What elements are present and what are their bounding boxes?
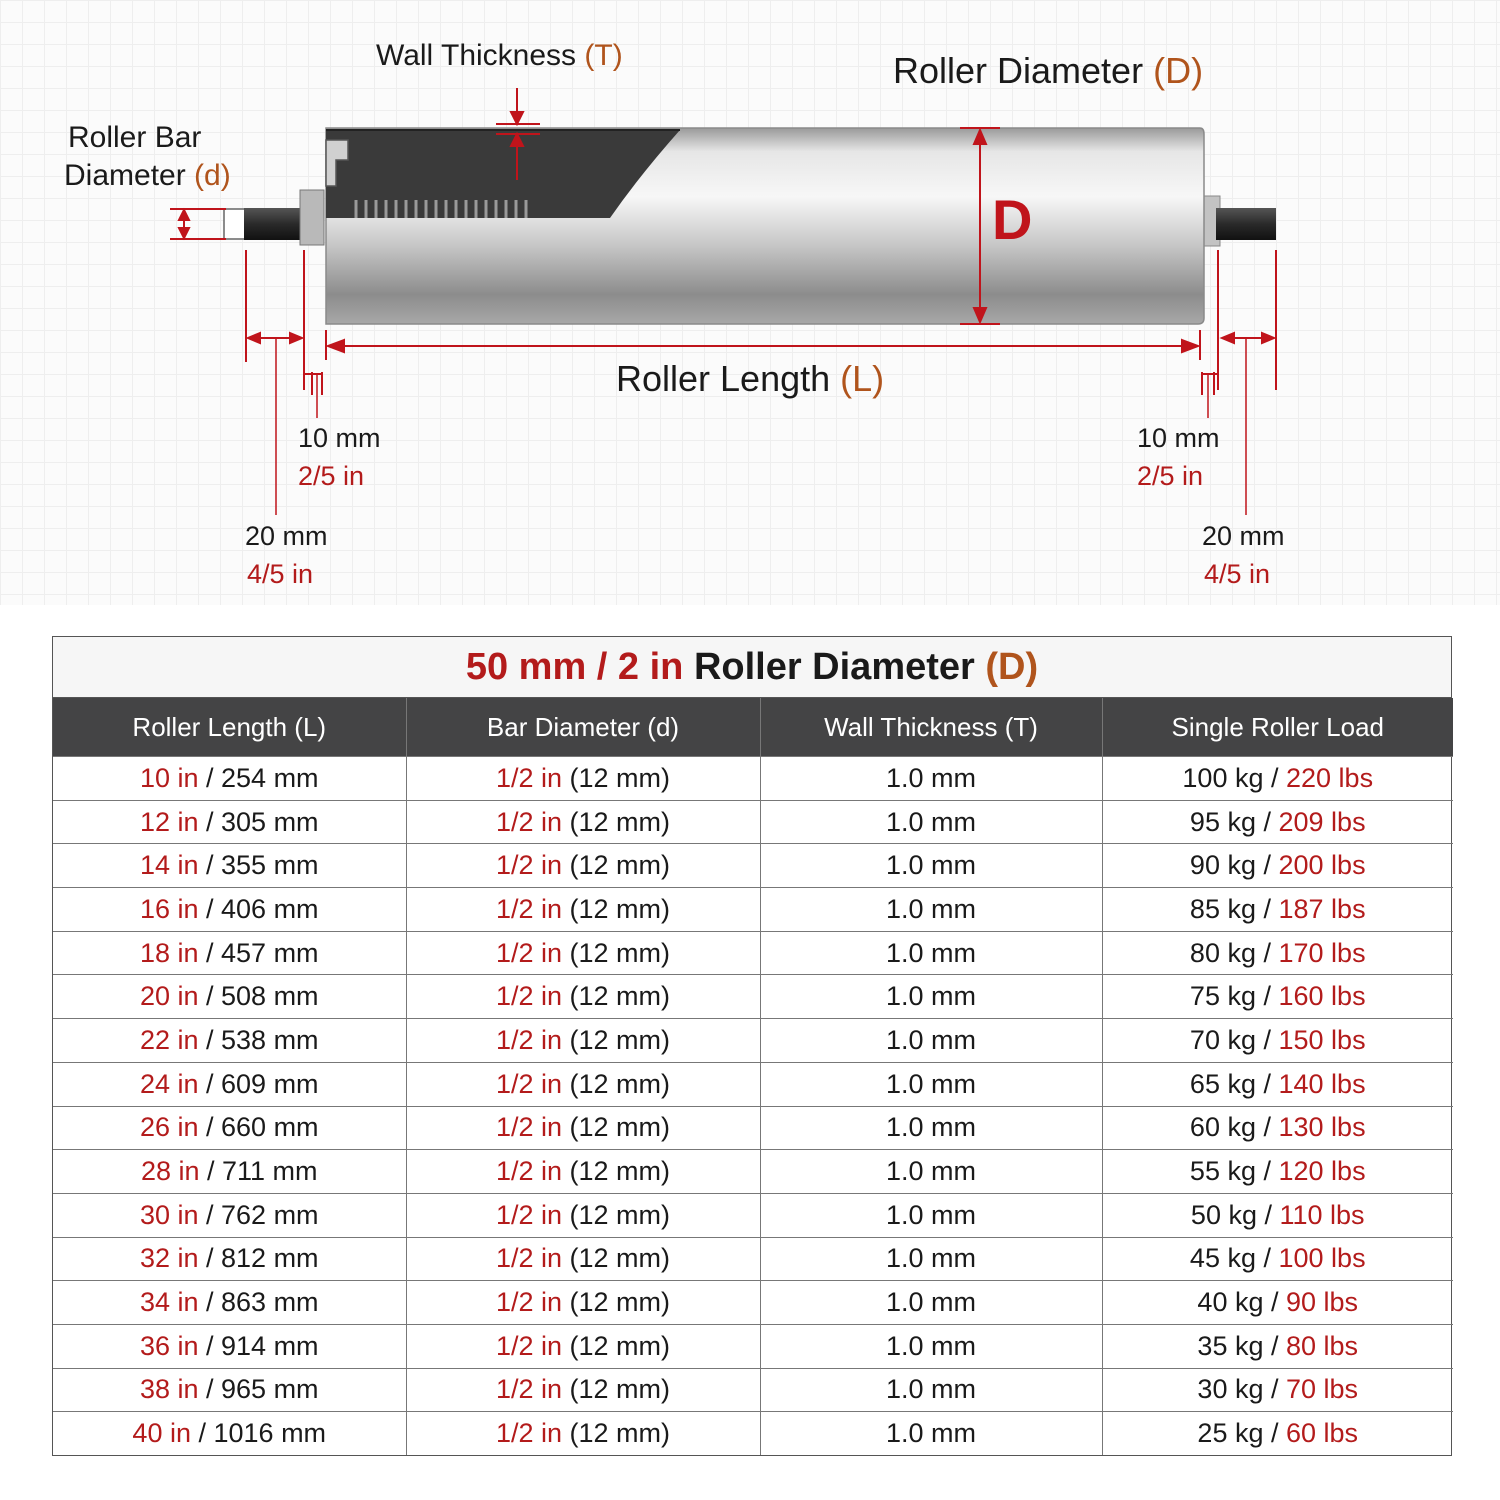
wall-value: 1.0 mm <box>885 1287 977 1318</box>
table-row <box>53 931 1453 975</box>
cell-roller-length: 26 in / 660 mm <box>53 1106 406 1150</box>
load-kg: 100 kg <box>1182 762 1264 793</box>
table-row <box>53 1150 1453 1194</box>
table-row <box>53 844 1453 888</box>
load-lbs: 100 lbs <box>1278 1243 1366 1274</box>
length-in: 34 in <box>139 1287 199 1318</box>
cell-roller-length: 18 in / 457 mm <box>53 931 406 975</box>
bar-diameter-symbol: (d) <box>194 159 231 192</box>
bar-mm: (12 mm) <box>569 1243 671 1274</box>
cell-bar-diameter <box>406 1237 760 1281</box>
load-lbs: 150 lbs <box>1278 1024 1366 1055</box>
bar-mm: (12 mm) <box>569 1199 671 1230</box>
table-row <box>53 1106 1453 1150</box>
cell-wall-thickness <box>760 888 1102 932</box>
load-lbs: 160 lbs <box>1278 981 1366 1012</box>
wall-value: 1.0 mm <box>885 762 977 793</box>
cell-single-roller-load: 25 kg / 60 lbs <box>1102 1412 1453 1455</box>
roller-diameter-symbol: (D) <box>1153 50 1204 91</box>
diameter-letter: D <box>992 188 1033 251</box>
bar-in: 1/2 in <box>495 1418 563 1449</box>
wall-value: 1.0 mm <box>885 1374 977 1405</box>
bar-in: 1/2 in <box>495 1287 563 1318</box>
cell-wall-thickness <box>760 1019 1102 1063</box>
wall-value: 1.0 mm <box>885 850 977 881</box>
wall-thickness-symbol: (T) <box>584 39 623 72</box>
length-in: 14 in <box>139 850 199 881</box>
table-row <box>53 1237 1453 1281</box>
length-mm: 762 mm <box>221 1199 319 1230</box>
right-inner-mm: 10 mm <box>1137 423 1220 453</box>
length-in: 22 in <box>139 1024 199 1055</box>
cell-roller-length: 38 in / 965 mm <box>53 1368 406 1412</box>
cell-wall-thickness <box>760 1412 1102 1455</box>
load-lbs: 200 lbs <box>1278 850 1366 881</box>
load-kg: 65 kg <box>1189 1068 1256 1099</box>
cell-wall-thickness <box>760 1324 1102 1368</box>
length-mm: 711 mm <box>222 1156 318 1187</box>
bar-mm: (12 mm) <box>569 1068 671 1099</box>
cell-single-roller-load: 85 kg / 187 lbs <box>1102 888 1453 932</box>
load-kg: 75 kg <box>1189 981 1256 1012</box>
wall-value: 1.0 mm <box>885 806 977 837</box>
load-kg: 30 kg <box>1197 1374 1264 1405</box>
right-outer-mm: 20 mm <box>1202 521 1285 551</box>
cell-single-roller-load: 30 kg / 70 lbs <box>1102 1368 1453 1412</box>
length-in: 24 in <box>139 1068 199 1099</box>
left-outer-mm: 20 mm <box>245 521 328 551</box>
table-row <box>53 1412 1453 1455</box>
table-row <box>53 800 1453 844</box>
wall-value: 1.0 mm <box>885 1243 977 1274</box>
cell-roller-length: 20 in / 508 mm <box>53 975 406 1019</box>
right-dimension-lines <box>1202 250 1276 515</box>
table-title-size: 50 mm / 2 in <box>465 646 684 688</box>
table-body <box>53 757 1453 1456</box>
bar-mm: (12 mm) <box>569 1374 671 1405</box>
cell-bar-diameter <box>406 1412 760 1455</box>
cell-wall-thickness <box>760 1281 1102 1325</box>
cell-roller-length: 12 in / 305 mm <box>53 800 406 844</box>
bar-mm: (12 mm) <box>569 937 671 968</box>
length-in: 30 in <box>139 1199 199 1230</box>
length-mm: 660 mm <box>221 1112 319 1143</box>
length-in: 16 in <box>139 893 199 924</box>
bar-in: 1/2 in <box>495 893 563 924</box>
cell-bar-diameter <box>406 757 760 801</box>
cell-bar-diameter <box>406 1281 760 1325</box>
load-kg: 45 kg <box>1189 1243 1256 1274</box>
cell-single-roller-load: 80 kg / 170 lbs <box>1102 931 1453 975</box>
cell-bar-diameter <box>406 975 760 1019</box>
roller-length-text: Roller Length <box>616 358 831 399</box>
cell-roller-length: 28 in / 711 mm <box>53 1150 406 1194</box>
load-lbs: 140 lbs <box>1278 1068 1366 1099</box>
bar-in: 1/2 in <box>495 806 563 837</box>
cell-roller-length: 34 in / 863 mm <box>53 1281 406 1325</box>
cell-wall-thickness <box>760 975 1102 1019</box>
cell-bar-diameter <box>406 888 760 932</box>
bar-in: 1/2 in <box>495 1112 563 1143</box>
cell-wall-thickness <box>760 800 1102 844</box>
bar-mm: (12 mm) <box>569 762 671 793</box>
table-row <box>53 1281 1453 1325</box>
length-mm: 538 mm <box>221 1024 319 1055</box>
bar-diameter-marker <box>170 209 226 239</box>
spec-table-container <box>52 636 1452 1456</box>
roller-diameter-label <box>893 50 1203 92</box>
bar-diameter-label-line2 <box>64 158 231 194</box>
cell-single-roller-load: 40 kg / 90 lbs <box>1102 1281 1453 1325</box>
bar-diameter-text: Diameter <box>64 159 186 192</box>
table-header-row <box>53 698 1453 757</box>
header-wall-thickness: Wall Thickness (T) <box>760 698 1102 757</box>
bar-in: 1/2 in <box>495 1243 563 1274</box>
cell-wall-thickness <box>760 931 1102 975</box>
cell-bar-diameter <box>406 800 760 844</box>
bar-in: 1/2 in <box>495 850 563 881</box>
table-row <box>53 1062 1453 1106</box>
bar-in: 1/2 in <box>495 1024 563 1055</box>
table-row <box>53 1019 1453 1063</box>
length-in: 36 in <box>139 1330 199 1361</box>
right-shaft <box>1200 196 1276 246</box>
length-in: 28 in <box>140 1156 200 1187</box>
load-lbs: 120 lbs <box>1278 1156 1366 1187</box>
left-inner-mm: 10 mm <box>298 423 381 453</box>
cell-bar-diameter <box>406 931 760 975</box>
table-row <box>53 1193 1453 1237</box>
length-in: 26 in <box>139 1112 199 1143</box>
bar-mm: (12 mm) <box>569 850 671 881</box>
cell-single-roller-load: 45 kg / 100 lbs <box>1102 1237 1453 1281</box>
bar-in: 1/2 in <box>495 762 563 793</box>
bar-in: 1/2 in <box>495 1068 563 1099</box>
wall-value: 1.0 mm <box>885 1112 977 1143</box>
cell-roller-length: 40 in / 1016 mm <box>53 1412 406 1455</box>
cell-single-roller-load: 60 kg / 130 lbs <box>1102 1106 1453 1150</box>
cell-bar-diameter <box>406 844 760 888</box>
cell-single-roller-load: 100 kg / 220 lbs <box>1102 757 1453 801</box>
cell-single-roller-load: 50 kg / 110 lbs <box>1102 1193 1453 1237</box>
cell-wall-thickness <box>760 1368 1102 1412</box>
header-bar-diameter: Bar Diameter (d) <box>406 698 760 757</box>
bar-in: 1/2 in <box>495 1156 563 1187</box>
length-in: 38 in <box>139 1374 199 1405</box>
length-in: 12 in <box>139 806 199 837</box>
load-lbs: 130 lbs <box>1278 1112 1366 1143</box>
length-marker <box>326 330 1200 360</box>
spec-table <box>53 698 1453 1455</box>
wall-value: 1.0 mm <box>885 893 977 924</box>
length-mm: 609 mm <box>221 1068 319 1099</box>
bar-in: 1/2 in <box>495 1330 563 1361</box>
right-outer-in: 4/5 in <box>1204 559 1271 589</box>
table-title <box>53 637 1451 698</box>
bar-in: 1/2 in <box>495 1374 563 1405</box>
cell-bar-diameter <box>406 1324 760 1368</box>
bar-mm: (12 mm) <box>569 1024 671 1055</box>
cell-wall-thickness <box>760 1106 1102 1150</box>
length-in: 20 in <box>139 981 199 1012</box>
load-kg: 25 kg <box>1197 1418 1264 1449</box>
table-title-text: Roller Diameter <box>693 646 975 688</box>
load-kg: 40 kg <box>1197 1287 1264 1318</box>
length-mm: 812 mm <box>221 1243 319 1274</box>
length-mm: 305 mm <box>221 806 319 837</box>
bar-in: 1/2 in <box>495 981 563 1012</box>
wall-value: 1.0 mm <box>885 981 977 1012</box>
wall-value: 1.0 mm <box>885 1418 977 1449</box>
bar-mm: (12 mm) <box>569 981 671 1012</box>
cell-single-roller-load: 75 kg / 160 lbs <box>1102 975 1453 1019</box>
load-kg: 55 kg <box>1189 1156 1256 1187</box>
diagram-area <box>0 0 1500 605</box>
wall-value: 1.0 mm <box>885 937 977 968</box>
cell-wall-thickness <box>760 844 1102 888</box>
length-mm: 508 mm <box>221 981 319 1012</box>
cell-bar-diameter <box>406 1106 760 1150</box>
wall-value: 1.0 mm <box>885 1068 977 1099</box>
cell-single-roller-load: 55 kg / 120 lbs <box>1102 1150 1453 1194</box>
length-in: 10 in <box>139 762 199 793</box>
load-lbs: 90 lbs <box>1286 1287 1359 1318</box>
table-row <box>53 1368 1453 1412</box>
cell-bar-diameter <box>406 1368 760 1412</box>
load-lbs: 110 lbs <box>1279 1199 1365 1230</box>
load-kg: 35 kg <box>1197 1330 1264 1361</box>
header-roller-length: Roller Length (L) <box>53 698 406 757</box>
right-inner-in: 2/5 in <box>1137 461 1204 491</box>
length-mm: 914 mm <box>221 1330 319 1361</box>
bar-diameter-label-line1: Roller Bar <box>68 121 202 154</box>
length-in: 18 in <box>139 937 199 968</box>
roller-tube <box>326 128 1204 324</box>
bar-mm: (12 mm) <box>569 1112 671 1143</box>
load-kg: 50 kg <box>1190 1199 1257 1230</box>
table-row <box>53 757 1453 801</box>
roller-diameter-text: Roller Diameter <box>893 50 1144 91</box>
cell-single-roller-load: 90 kg / 200 lbs <box>1102 844 1453 888</box>
roller-length-label <box>616 358 884 400</box>
cell-bar-diameter <box>406 1062 760 1106</box>
load-lbs: 209 lbs <box>1278 806 1366 837</box>
load-lbs: 220 lbs <box>1286 762 1374 793</box>
cell-single-roller-load: 95 kg / 209 lbs <box>1102 800 1453 844</box>
bar-mm: (12 mm) <box>569 1156 671 1187</box>
left-inner-in: 2/5 in <box>298 461 365 491</box>
cell-roller-length: 32 in / 812 mm <box>53 1237 406 1281</box>
load-kg: 95 kg <box>1189 806 1256 837</box>
length-in: 32 in <box>139 1243 199 1274</box>
cell-single-roller-load: 65 kg / 140 lbs <box>1102 1062 1453 1106</box>
wall-value: 1.0 mm <box>885 1024 977 1055</box>
wall-value: 1.0 mm <box>885 1199 977 1230</box>
bar-mm: (12 mm) <box>569 806 671 837</box>
load-kg: 70 kg <box>1189 1024 1256 1055</box>
length-mm: 355 mm <box>221 850 319 881</box>
cell-wall-thickness <box>760 1237 1102 1281</box>
length-mm: 457 mm <box>221 937 319 968</box>
table-row <box>53 975 1453 1019</box>
roller-diagram <box>0 0 1500 605</box>
load-lbs: 80 lbs <box>1286 1330 1359 1361</box>
cell-single-roller-load: 35 kg / 80 lbs <box>1102 1324 1453 1368</box>
wall-thickness-label <box>376 38 623 74</box>
cell-roller-length: 30 in / 762 mm <box>53 1193 406 1237</box>
length-mm: 1016 mm <box>213 1418 327 1449</box>
load-lbs: 60 lbs <box>1286 1418 1359 1449</box>
load-kg: 60 kg <box>1189 1112 1256 1143</box>
cell-roller-length: 24 in / 609 mm <box>53 1062 406 1106</box>
cell-wall-thickness <box>760 757 1102 801</box>
table-row <box>53 888 1453 932</box>
table-row <box>53 1324 1453 1368</box>
left-outer-in: 4/5 in <box>247 559 314 589</box>
wall-value: 1.0 mm <box>885 1330 977 1361</box>
header-single-roller-load: Single Roller Load <box>1102 698 1453 757</box>
wall-thickness-text: Wall Thickness <box>376 39 577 72</box>
cell-single-roller-load: 70 kg / 150 lbs <box>1102 1019 1453 1063</box>
bar-in: 1/2 in <box>495 937 563 968</box>
wall-value: 1.0 mm <box>885 1156 977 1187</box>
load-kg: 80 kg <box>1189 937 1256 968</box>
cell-wall-thickness <box>760 1062 1102 1106</box>
cell-bar-diameter <box>406 1019 760 1063</box>
cell-roller-length: 14 in / 355 mm <box>53 844 406 888</box>
table-title-symbol: (D) <box>985 646 1039 688</box>
roller-length-symbol: (L) <box>840 358 885 399</box>
length-in: 40 in <box>132 1418 191 1449</box>
load-kg: 85 kg <box>1189 893 1256 924</box>
cell-bar-diameter <box>406 1150 760 1194</box>
cell-wall-thickness <box>760 1193 1102 1237</box>
bar-in: 1/2 in <box>495 1199 563 1230</box>
cell-roller-length: 16 in / 406 mm <box>53 888 406 932</box>
cell-wall-thickness <box>760 1150 1102 1194</box>
cell-roller-length: 10 in / 254 mm <box>53 757 406 801</box>
length-mm: 965 mm <box>221 1374 319 1405</box>
load-lbs: 70 lbs <box>1286 1374 1359 1405</box>
cell-roller-length: 22 in / 538 mm <box>53 1019 406 1063</box>
left-shaft <box>224 190 324 245</box>
bar-mm: (12 mm) <box>569 1287 671 1318</box>
load-lbs: 170 lbs <box>1278 937 1366 968</box>
length-mm: 863 mm <box>221 1287 319 1318</box>
load-kg: 90 kg <box>1189 850 1256 881</box>
length-mm: 406 mm <box>221 893 319 924</box>
bar-mm: (12 mm) <box>569 1418 671 1449</box>
bar-mm: (12 mm) <box>569 1330 671 1361</box>
load-lbs: 187 lbs <box>1278 893 1366 924</box>
cell-bar-diameter <box>406 1193 760 1237</box>
bar-mm: (12 mm) <box>569 893 671 924</box>
cell-roller-length: 36 in / 914 mm <box>53 1324 406 1368</box>
length-mm: 254 mm <box>221 762 319 793</box>
